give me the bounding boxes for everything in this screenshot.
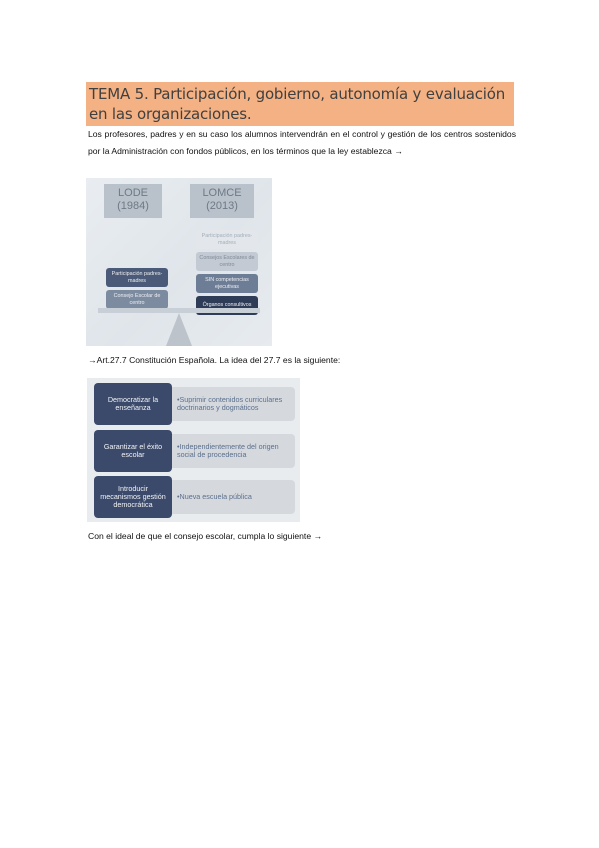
row-3-label: Introducir mecanismos gestión democrática bbox=[94, 476, 172, 518]
row-3-text: •Nueva escuela pública bbox=[165, 480, 295, 514]
lomce-header bbox=[190, 184, 254, 218]
lomce-item-participacion: Participación padres-madres bbox=[196, 230, 258, 249]
page-title: TEMA 5. Participación, gobierno, autonomía y evaluación en las organizaciones. bbox=[86, 82, 514, 126]
lomce-header-line1: LOMCE bbox=[202, 187, 242, 199]
lode-header bbox=[104, 184, 162, 218]
balance-fulcrum bbox=[166, 313, 192, 346]
lode-header-line1: LODE bbox=[118, 187, 148, 199]
lode-header-line2: (1984) bbox=[117, 200, 149, 212]
ideas-table bbox=[87, 378, 300, 522]
lomce-item-organos: Órganos consultivos bbox=[196, 296, 258, 315]
row-1-label: Democratizar la enseñanza bbox=[94, 383, 172, 425]
article-paragraph: →Art.27.7 Constitución Española. La idea del 27.7 es la siguiente: bbox=[88, 355, 341, 365]
row-2-label: Garantizar el éxito escolar bbox=[94, 430, 172, 472]
row-2-text: •Independientemente del origen social de procedencia bbox=[165, 434, 295, 468]
lode-item-consejo: Consejo Escolar de centro bbox=[106, 290, 168, 309]
lomce-item-sin-competencias: SIN competencias ejecutivas bbox=[196, 274, 258, 293]
closing-paragraph: Con el ideal de que el consejo escolar, cumpla lo siguiente → bbox=[88, 531, 323, 541]
balance-diagram bbox=[86, 178, 272, 346]
row-1-text: •Suprimir contenidos curriculares doctrinarios y dogmáticos bbox=[165, 387, 295, 421]
intro-paragraph: Los profesores, padres y en su caso los alumnos intervendrán en el control y gestión de los centros sostenidos por la Administración con fondos públicos, en los términos que la ley establezca → bbox=[88, 129, 516, 156]
lode-item-participacion: Participación padres-madres bbox=[106, 268, 168, 287]
lomce-header-line2: (2013) bbox=[206, 200, 238, 212]
lomce-item-consejos: Consejos Escolares de centro bbox=[196, 252, 258, 271]
